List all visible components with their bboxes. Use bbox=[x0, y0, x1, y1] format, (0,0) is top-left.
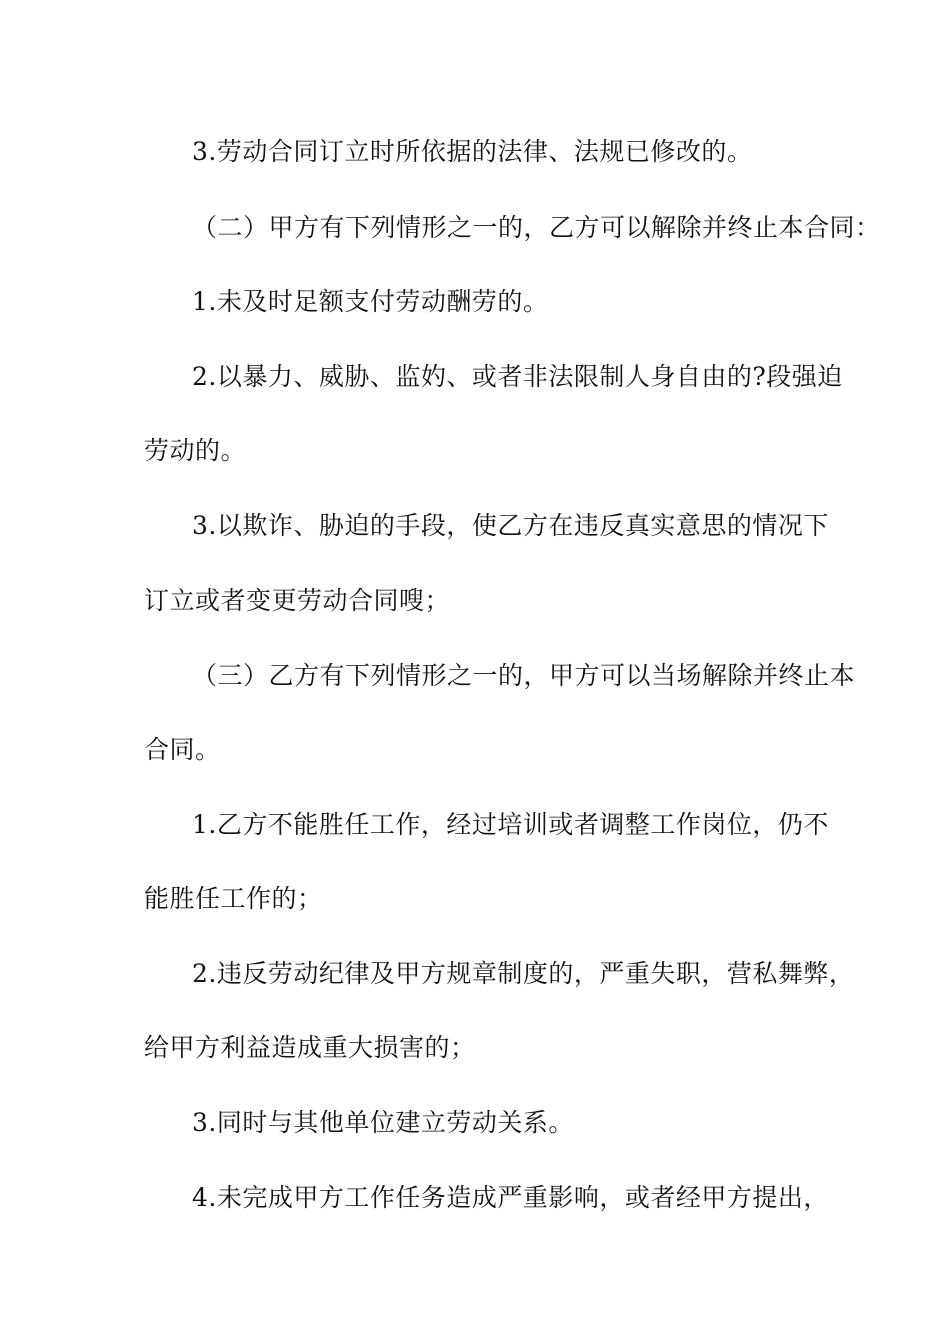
paragraph-line: （三）乙方有下列情形之一的，甲方可以当场解除并终止本 bbox=[192, 661, 856, 690]
paragraph-line: 1.乙方不能胜任工作，经过培训或者调整工作岗位，仍不 bbox=[192, 810, 829, 839]
paragraph-line: 2.以暴力、威胁、监妁、或者非法限制人身自由的?段强迫 bbox=[192, 362, 843, 391]
paragraph-line: 合同。 bbox=[144, 735, 221, 764]
paragraph-line: 3.以欺诈、胁迫的手段，使乙方在违反真实意思的情况下 bbox=[192, 511, 829, 540]
paragraph-line: 2.违反劳动纪律及甲方规章制度的，严重失职，营私舞弊， bbox=[192, 959, 855, 988]
paragraph-line: 3.劳动合同订立时所依据的法律、法规已修改的。 bbox=[192, 137, 753, 166]
paragraph-line: 1.未及时足额支付劳动酬劳的。 bbox=[192, 287, 549, 316]
paragraph-line: 4.未完成甲方工作任务造成严重影响，或者经甲方提出， bbox=[192, 1183, 829, 1212]
paragraph-line: 给甲方利益造成重大损害的； bbox=[144, 1033, 476, 1062]
paragraph-line: 订立或者变更劳动合同嗖； bbox=[144, 586, 451, 615]
paragraph-line: 3.同时与其他单位建立劳动关系。 bbox=[192, 1108, 574, 1137]
paragraph-line: （二）甲方有下列情形之一的，乙方可以解除并终止本合同： bbox=[192, 213, 881, 242]
paragraph-line: 能胜任工作的； bbox=[144, 884, 323, 913]
paragraph-line: 劳动的。 bbox=[144, 436, 247, 465]
